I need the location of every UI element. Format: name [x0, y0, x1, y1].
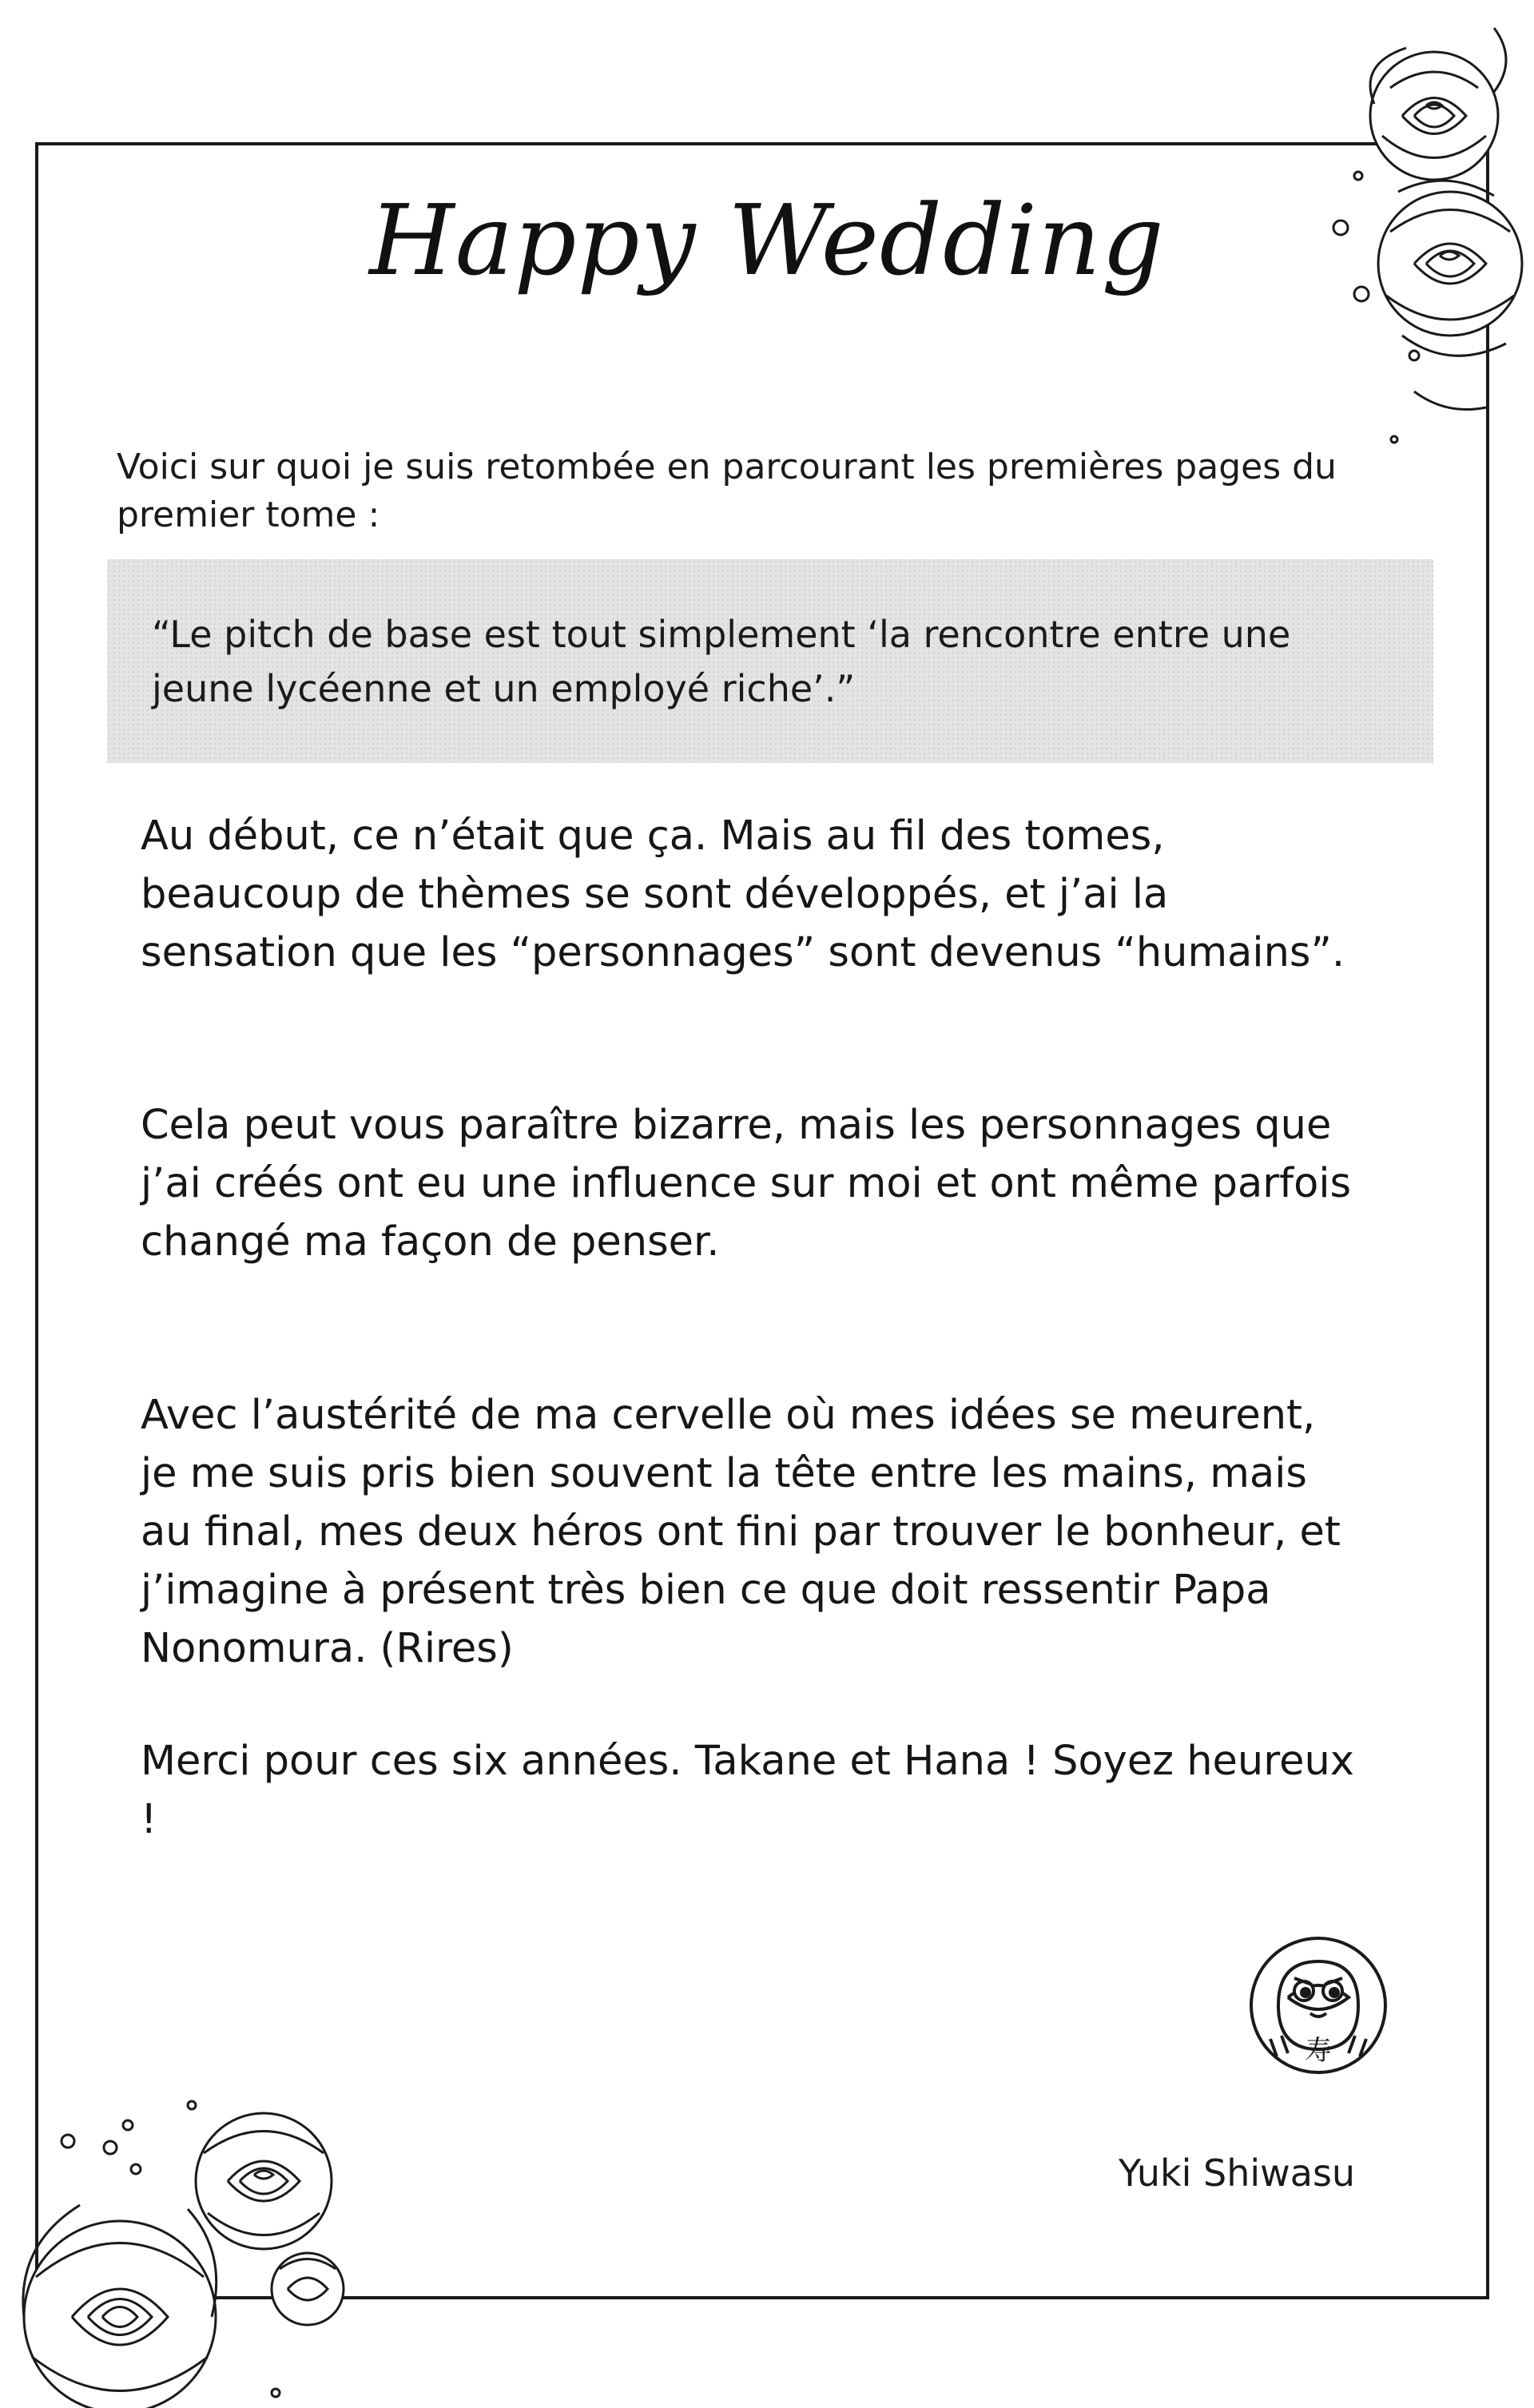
page-title: Happy Wedding [369, 184, 1165, 297]
paragraph-1: Au début, ce n’était que ça. Mais au fil des tomes, beaucoup de thèmes se sont développés, et j’ai la sensation que les “personnages” sont devenus “humains”. [141, 813, 1345, 976]
stamp-glyph: 寿 [1305, 2035, 1332, 2067]
roses-bottom-left-illustration [0, 2077, 376, 2408]
paragraph-4: Merci pour ces six années. Takane et Hana ! Soyez heureux ! [141, 1738, 1354, 1843]
paragraph-2: Cela peut vous paraître bizarre, mais les personnages que j’ai créés ont eu une influence sur moi et ont même parfois changé ma façon de penser. [141, 1102, 1352, 1266]
quote-text: “Le pitch de base est tout simplement ‘la rencontre entre une jeune lycéenne et un employé riche’.” [152, 613, 1291, 710]
paragraph-3: Avec l’austérité de ma cervelle où mes idées se meurent, je me suis pris bien souvent la tête entre les mains, mais au final, mes deux héros ont fini par trouver le bonheur, et j’imagine à présent très bien ce que doit ressentir Papa Nonomura. (Rires) [141, 1392, 1341, 1672]
author-signature: Yuki Shiwasu [1119, 2152, 1356, 2195]
intro-text: Voici sur quoi je suis retombée en parcourant les premières pages du premier tome : [117, 447, 1337, 535]
daruma-stamp-icon [1246, 1933, 1390, 2077]
